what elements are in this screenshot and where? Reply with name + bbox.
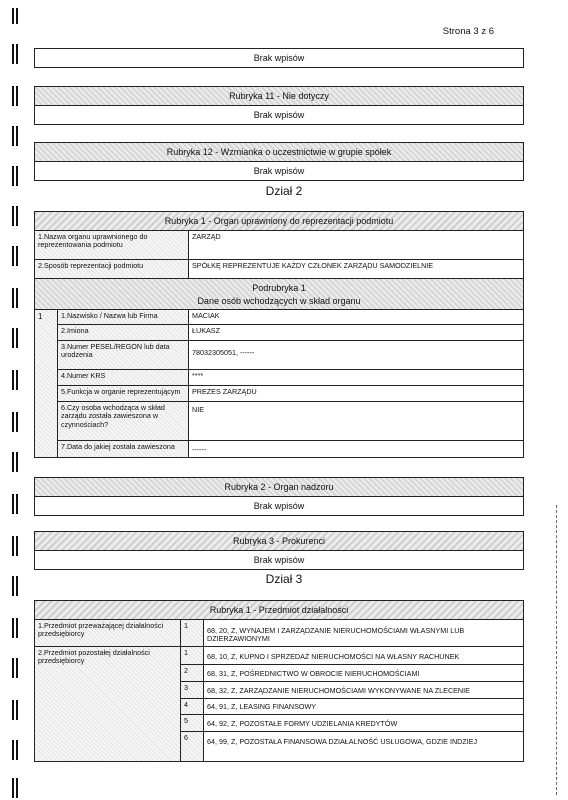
d3r1-main-value: 68, 20, Z, WYNAJEM I ZARZĄDZANIE NIERUCHOMOŚCIAMI WŁASNYMI LUB DZIERŻAWIONYMI: [203, 619, 524, 647]
section-dzial-2: Dział 2: [265, 184, 303, 198]
binder-mark: [12, 246, 18, 266]
entry-none-text: Brak wpisów: [253, 53, 305, 63]
subsection-title: Dane osób wchodzących w skład organu: [197, 296, 361, 306]
d3r1-title: Rubryka 1 - Przedmiot działalności: [209, 605, 349, 615]
r11-header: [34, 86, 524, 106]
field-value-1: MACIAK: [188, 309, 524, 325]
field-label-5: 5.Funkcja w organie reprezentującym: [57, 385, 189, 402]
binder-mark: [12, 8, 18, 24]
field-value-5: PREZES ZARZĄDU: [188, 385, 524, 402]
d2r1-title: Rubryka 1 - Organ uprawniony do reprezentacji podmiotu: [164, 216, 394, 226]
d3r1-main-label: 1.Przedmiot przeważającej działalności przedsiębiorcy: [34, 619, 181, 647]
binder-mark: [12, 166, 18, 186]
field-value-4: ****: [188, 369, 524, 386]
field-label-7: 7.Data do jakiej została zawieszona: [57, 440, 189, 458]
binder-mark: [12, 206, 18, 226]
binder-mark: [12, 494, 18, 514]
d2r3-value: Brak wpisów: [253, 555, 305, 565]
binder-mark: [12, 740, 18, 760]
binder-mark: [12, 778, 18, 798]
binder-mark: [12, 452, 18, 472]
scan-fold-line: [556, 505, 557, 795]
d2r2-value-box: [34, 496, 524, 516]
d2r1-subsection-header: [34, 278, 524, 310]
other-index-6: 6: [180, 731, 204, 762]
d2r2-header: [34, 477, 524, 497]
d3r1-header: [34, 600, 524, 620]
d2r1-row1-value: ZARZĄD: [188, 230, 524, 260]
other-value-5: 64, 92, Z, POZOSTAŁE FORMY UDZIELANIA KREDYTÓW: [203, 714, 524, 732]
d3r1-other-label: 2.Przedmiot pozostałej działalności przedsiębiorcy: [34, 646, 181, 762]
d2r3-title: Rubryka 3 - Prokurenci: [232, 536, 326, 546]
binder-mark: [12, 412, 18, 432]
r11-value: Brak wpisów: [253, 110, 305, 120]
r12-value-box: [34, 161, 524, 181]
other-index-1: 1: [180, 646, 204, 665]
other-index-3: 3: [180, 681, 204, 699]
person-index: 1: [34, 309, 58, 458]
binder-mark: [12, 700, 18, 720]
r11-title: Rubryka 11 - Nie dotyczy: [229, 91, 329, 101]
subsection-number: Podrubryka 1: [252, 283, 306, 293]
other-value-4: 64, 91, Z, LEASING FINANSOWY: [203, 698, 524, 715]
field-label-3: 3.Numer PESEL/REGON lub data urodzenia: [57, 340, 189, 370]
other-value-1: 68, 10, Z, KUPNO I SPRZEDAŻ NIERUCHOMOŚCI NA WŁASNY RACHUNEK: [203, 646, 524, 665]
binder-mark: [12, 288, 18, 308]
other-value-3: 68, 32, Z, ZARZĄDZANIE NIERUCHOMOŚCIAMI WYKONYWANE NA ZLECENIE: [203, 681, 524, 699]
other-index-5: 5: [180, 714, 204, 732]
page-number: Strona 3 z 6: [442, 26, 494, 37]
other-value-2: 68, 31, Z, POŚREDNICTWO W OBROCIE NIERUCHOMOŚCIAMI: [203, 664, 524, 682]
binder-mark: [12, 126, 18, 146]
field-value-6: NIE: [188, 401, 524, 441]
d3r1-main-index: 1: [180, 619, 204, 647]
binder-mark: [12, 370, 18, 390]
entry-none-box: [34, 48, 524, 68]
d2r1-row1-label: 1.Nazwa organu uprawnionego do reprezentowania podmiotu: [34, 230, 189, 260]
other-index-4: 4: [180, 698, 204, 715]
r12-header: [34, 142, 524, 162]
other-value-6: 64, 99, Z, POZOSTAŁA FINANSOWA DZIAŁALNOŚĆ USŁUGOWA, GDZIE INDZIEJ: [203, 731, 524, 762]
binder-mark: [12, 86, 18, 106]
binder-mark: [12, 328, 18, 348]
field-value-3: 78032305051, ------: [188, 340, 524, 370]
field-value-7: ------: [188, 440, 524, 458]
field-label-1: 1.Nazwisko / Nazwa lub Firma: [57, 309, 189, 325]
field-label-2: 2.Imiona: [57, 324, 189, 341]
binder-mark: [12, 658, 18, 678]
section-dzial-3: Dział 3: [265, 572, 303, 586]
binder-mark: [12, 618, 18, 638]
d2r1-row2-label: 2.Sposób reprezentacji podmiotu: [34, 259, 189, 279]
d2r2-title: Rubryka 2 - Organ nadzoru: [224, 482, 334, 492]
d2r3-header: [34, 531, 524, 551]
d2r1-row2-value: SPÓŁKĘ REPREZENTUJE KAŻDY CZŁONEK ZARZĄDU SAMODZIELNIE: [188, 259, 524, 279]
d2r1-header: [34, 211, 524, 231]
d2r3-value-box: [34, 550, 524, 570]
r11-value-box: [34, 105, 524, 125]
d2r2-value: Brak wpisów: [253, 501, 305, 511]
field-label-6: 6.Czy osoba wchodząca w skład zarządu została zawieszona w czynnościach?: [57, 401, 189, 441]
other-index-2: 2: [180, 664, 204, 682]
field-value-2: ŁUKASZ: [188, 324, 524, 341]
binder-mark: [12, 44, 18, 64]
r12-value: Brak wpisów: [253, 166, 305, 176]
field-label-4: 4.Numer KRS: [57, 369, 189, 386]
r12-title: Rubryka 12 - Wzmianka o uczestnictwie w grupie spółek: [166, 147, 392, 157]
binder-mark: [12, 536, 18, 556]
